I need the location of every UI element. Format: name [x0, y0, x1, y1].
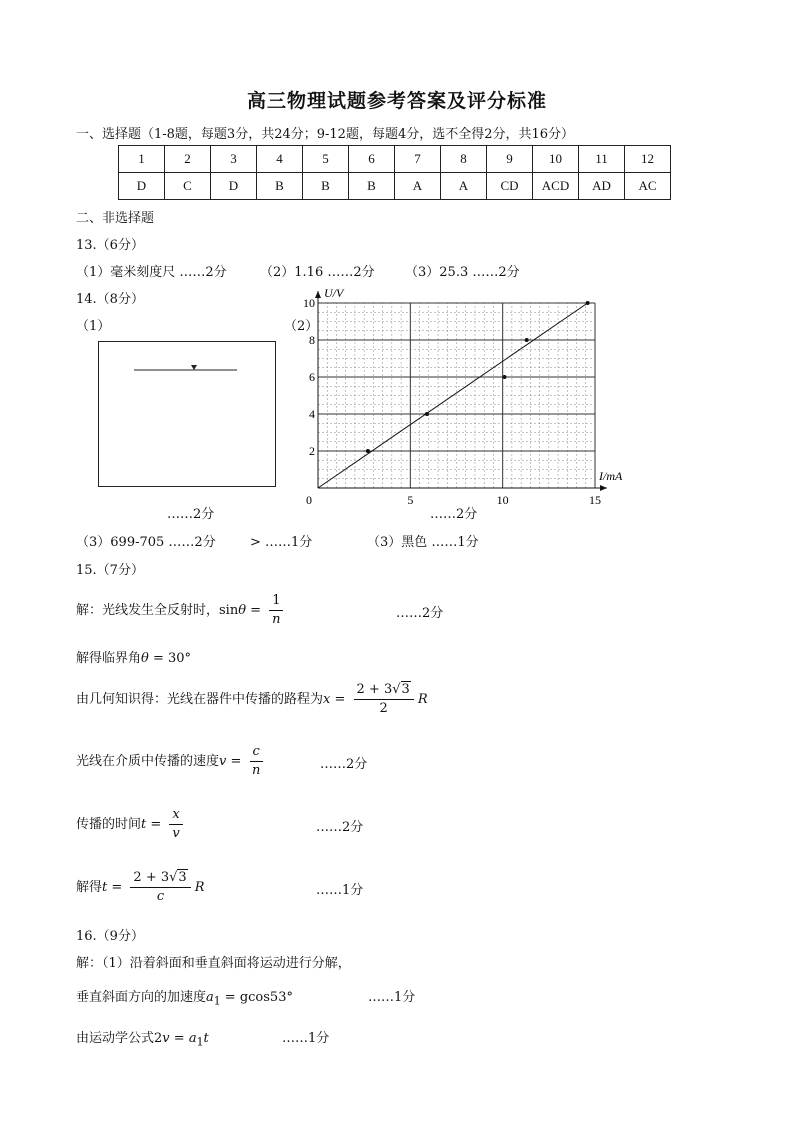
answer-number-cell: 7 — [395, 146, 441, 173]
q14-sub1-label: （1） — [76, 319, 111, 334]
part1-heading: 一、选择题（1-8题，每题3分，共24分；9-12题，每题4分，选不全得2分，共16分） — [76, 127, 575, 142]
data-point — [366, 449, 370, 453]
q15-l6-t: t — [102, 880, 108, 895]
answer-number-cell: 5 — [303, 146, 349, 173]
q14-score-1: ……2分 — [167, 507, 215, 522]
answer-number-cell: 1 — [119, 146, 165, 173]
q16-line-3 — [76, 1027, 330, 1049]
answer-number-cell: 11 — [579, 146, 625, 173]
q15-l4-fraction — [250, 743, 263, 780]
q16-l2-sub: 1 — [213, 994, 221, 1008]
q16-l3-sub: 1 — [196, 1035, 204, 1049]
answer-value-cell: CD — [487, 173, 533, 200]
answer-number-cell: 8 — [441, 146, 487, 173]
q15-l5-score: ……2分 — [316, 820, 364, 835]
q15-l4-v: v — [219, 754, 227, 769]
q15-l3-eq: = — [330, 692, 350, 707]
answer-value-cell: A — [441, 173, 487, 200]
q15-l3-text: 由几何知识得：光线在器件中传播的路程为 — [76, 692, 324, 707]
answer-table-answer-row — [119, 173, 671, 200]
answer-number-cell: 12 — [625, 146, 671, 173]
q14-line3-item-2: > ……1分 — [250, 535, 313, 550]
q15-l6-num-a: 2 + 3 — [133, 870, 170, 885]
q15-l6-score: ……1分 — [316, 883, 364, 898]
q16-l3-score: ……1分 — [282, 1031, 330, 1046]
q16-line-1: 解：（1）沿着斜面和垂直斜面将运动进行分解， — [76, 956, 351, 971]
q13-item-3: （3）25.3 ……2分 — [405, 265, 520, 280]
q15-l5-eq: = — [146, 817, 166, 832]
y-tick-label: 10 — [303, 296, 315, 310]
circuit-frame — [99, 342, 276, 487]
answer-table-number-row — [119, 146, 671, 173]
x-axis-label: I/mA — [599, 469, 623, 483]
answer-value-cell: A — [395, 173, 441, 200]
y-axis-label: U/V — [324, 286, 344, 300]
q15-line-6 — [76, 869, 364, 906]
q15-line-2 — [76, 647, 191, 666]
q15-l3-x: x — [323, 692, 331, 707]
q15-l5-den: v — [172, 826, 180, 841]
x-tick-label: 15 — [589, 493, 601, 507]
x-tick-label: 0 — [306, 493, 312, 507]
q13-item-1: （1）毫米刻度尺 ……2分 — [76, 265, 227, 280]
part2-heading: 二、非选择题 — [76, 211, 155, 226]
y-tick-label: 2 — [309, 444, 315, 458]
q15-line-1 — [76, 592, 444, 629]
answer-number-cell: 3 — [211, 146, 257, 173]
q16-l3-v: v — [162, 1031, 170, 1046]
q15-l5-fraction — [169, 806, 182, 843]
q15-l5-t: t — [141, 817, 147, 832]
x-tick-label: 10 — [496, 493, 509, 507]
q14-heading: 14.（8分） — [76, 292, 144, 307]
answer-value-cell: ACD — [533, 173, 579, 200]
q15-l1-den: n — [272, 612, 281, 627]
q13-heading: 13.（6分） — [76, 238, 144, 253]
q16-l2-a: a — [206, 990, 214, 1005]
data-point — [425, 412, 429, 416]
q15-l2-text: 解得临界角 — [76, 651, 142, 666]
q14-sub2-label: （2） — [284, 319, 319, 334]
y-tick-label: 6 — [309, 370, 315, 384]
q15-line-5 — [76, 806, 364, 843]
q15-heading: 15.（7分） — [76, 563, 144, 578]
answer-value-cell: B — [257, 173, 303, 200]
q16-heading: 16.（9分） — [76, 929, 144, 944]
q15-l1-text: 解：光线发生全反射时，sin — [76, 603, 239, 618]
q15-line-4 — [76, 743, 368, 780]
q15-l6-num: 2 + 3√3 — [130, 869, 190, 888]
q15-l4-num: c — [250, 743, 263, 762]
page-title: 高三物理试题参考答案及评分标准 — [246, 90, 547, 112]
q15-l3-num: 2 + 3√3 — [354, 681, 414, 700]
q16-l2-val: = gcos53° — [220, 990, 293, 1005]
y-axis-arrow-icon — [315, 291, 321, 298]
q16-l2-score: ……1分 — [368, 990, 416, 1005]
q15-l3-num-b: 3 — [401, 682, 410, 697]
q15-l6-den: c — [156, 889, 165, 904]
answer-value-cell: D — [119, 173, 165, 200]
q15-l6-r: R — [194, 880, 205, 895]
q15-l3-den: 2 — [379, 701, 388, 716]
answer-number-cell: 4 — [257, 146, 303, 173]
data-point — [586, 301, 590, 305]
answer-value-cell: C — [165, 173, 211, 200]
q14-ui-graph — [300, 283, 640, 508]
q15-l4-score: ……2分 — [320, 757, 368, 772]
answer-table — [118, 145, 671, 200]
q14-score-2: ……2分 — [430, 507, 478, 522]
answer-value-cell: AC — [625, 173, 671, 200]
q15-l4-text: 光线在介质中传播的速度 — [76, 754, 220, 769]
q16-l3-a: a — [188, 1031, 197, 1046]
q16-l3-eq: = — [169, 1031, 189, 1046]
answer-value-cell: D — [211, 173, 257, 200]
q15-l3-num-a: 2 + 3 — [356, 682, 393, 697]
data-point — [503, 375, 507, 379]
q15-l4-den: n — [252, 763, 261, 778]
circuit-diagram-box — [98, 341, 278, 489]
data-point — [525, 338, 529, 342]
q15-l1-theta: θ — [238, 603, 247, 618]
q15-l5-num: x — [169, 806, 182, 825]
answer-number-cell: 6 — [349, 146, 395, 173]
q13-item-2: （2）1.16 ……2分 — [260, 265, 375, 280]
q15-l1-eq: = — [246, 603, 266, 618]
q15-l6-fraction — [130, 869, 190, 906]
q16-l2-text: 垂直斜面方向的加速度 — [76, 990, 207, 1005]
q15-l1-score: ……2分 — [396, 606, 444, 621]
answer-number-cell: 10 — [533, 146, 579, 173]
x-axis-arrow-icon — [600, 485, 607, 491]
q15-l1-num: 1 — [269, 592, 283, 611]
answer-value-cell: B — [303, 173, 349, 200]
answer-number-cell: 9 — [487, 146, 533, 173]
q14-line3-item-1: （3）699-705 ……2分 — [76, 535, 216, 550]
q15-l3-r: R — [417, 692, 428, 707]
answer-number-cell: 2 — [165, 146, 211, 173]
y-tick-label: 4 — [309, 407, 315, 421]
q15-l4-eq: = — [226, 754, 246, 769]
q16-l3-t: t — [203, 1031, 209, 1046]
q15-l6-text: 解得 — [76, 880, 103, 895]
slider-arrow-icon — [191, 365, 197, 370]
q15-line-3 — [76, 681, 428, 718]
q15-l2-val: = 30° — [148, 651, 192, 666]
q16-l3-text: 由运动学公式2 — [76, 1031, 163, 1046]
answer-value-cell: AD — [579, 173, 625, 200]
q15-l3-fraction — [354, 681, 414, 718]
q15-l6-eq: = — [107, 880, 127, 895]
q16-line-2 — [76, 986, 416, 1008]
q15-l6-num-b: 3 — [178, 870, 187, 885]
q15-l2-theta: θ — [141, 651, 149, 666]
q14-line3-item-3: （3）黑色 ……1分 — [367, 535, 479, 550]
q15-l1-fraction — [269, 592, 283, 629]
q15-l5-text: 传播的时间 — [76, 817, 142, 832]
answer-value-cell: B — [349, 173, 395, 200]
x-tick-label: 5 — [407, 493, 414, 507]
y-tick-label: 8 — [309, 333, 315, 347]
